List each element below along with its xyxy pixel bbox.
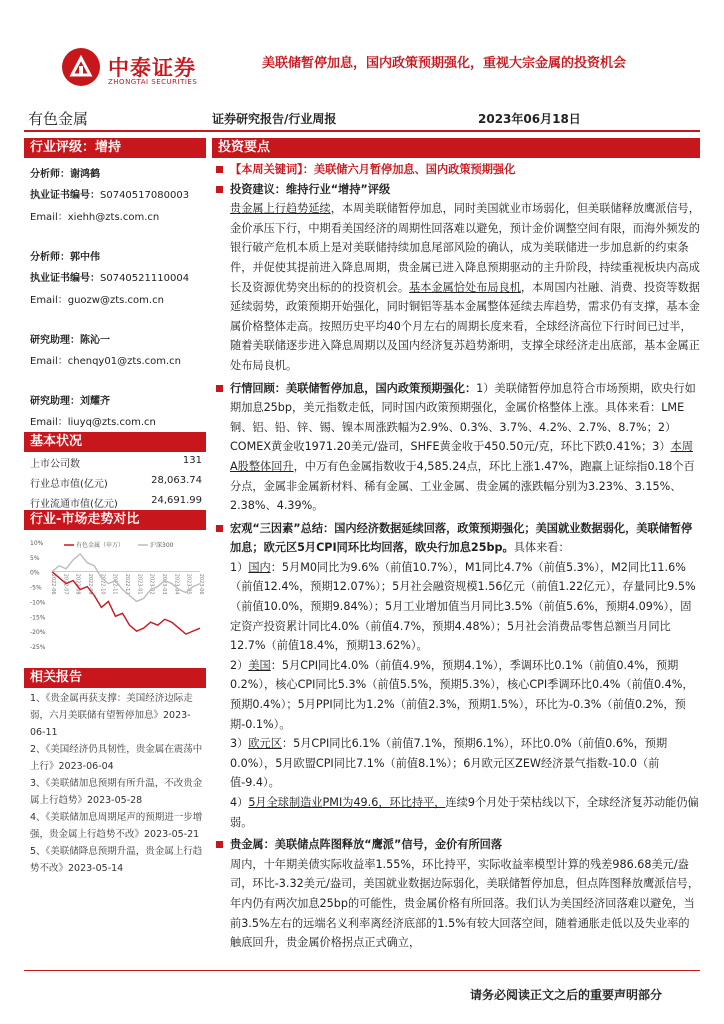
quote-review: 行情回顾：美联储暂停加息，国内政策预期强化：1）美联储暂停加息符合市场预期，欧央行如期加息25bp，美元指数走低，同时国内政策预期强化，金属价格整体上涨。具体来看：LME铜、铝、铅、锌、锡、镍本周涨跌幅为2.9%、0.3%、3.7%、4.2%、2.7%、8.7%；2）COMEX黄金收1971.20美元/盎司，SHFE黄金收于450.50元/克，环比下跌0.41%；3）本周A股整体回升，中万有色金属指数收于4,585.24点，环比上涨1.47%，跑赢上证综指0.18个百分点，金属非金属新材料、稀有金属、工业金属、贵金属的涨跌幅分别为3.23%、3.15%、2.38%、4.39%。 [212,379,700,516]
x-tick-label: 2023-06 [198,573,204,595]
analyst-1-email[interactable]: Email：xiehh@zts.com.cn [30,212,160,223]
disclaimer-note: 请务必阅读正文之后的重要声明部分 [470,988,663,1002]
y-tick-label: -15% [30,614,46,622]
logo-text-cn: 中泰证券 [108,56,196,80]
x-tick-label: 2022-07 [62,573,69,595]
macro-summary: 宏观“三因素”总结：国内经济数据延续回落，政策预期强化；美国就业数据弱化，美联储暂停加息；欧元区5月CPI同环比均回落，欧央行加息25bp。具体来看： [212,519,700,558]
gold-title: 贵金属：美联储点阵图释放“鹰派”信号，金价有所回落 [212,835,700,855]
x-tick-label: 2023-03 [161,573,167,595]
related-item[interactable]: 5、《美联储降息预期升温，贵金属上行趋势不改》2023-05-14 [30,846,203,874]
related-item[interactable]: 2、《美国经济仍具韧性，贵金属在震荡中上行》2023-06-04 [30,744,203,772]
header-divider [24,130,700,132]
assistant-2-line: 研究助理：刘耀齐 [30,396,110,407]
keyword-line: 【本周关键词】：美联储六月暂停加息、国内政策预期强化 [212,160,700,180]
macro-domestic: 1）国内：5月M0同比为9.6%（前值10.7%），M1同比4.7%（前值5.3%），M2同比11.6%（前值12.4%，预期12.07%）；5月社会融资规模1.56亿元（前值1.22亿元），存量同比9.5%（前值10.0%，预期9.84%）；5月工业增加值当月同比3.5%（前值5.6%，预期4.09%），固定资产投资累计同比4.0%（前值4.7%，预期4.48%）；5月社会消费品零售总额当月同比12.7%（前值18.4%，预期13.62%）。 [230,560,696,653]
rating-bar: 行业评级：增持 [24,138,206,158]
basic-row: 行业流通市值(亿元) 24,691.99 [30,495,202,510]
y-tick-label: 10% [30,540,44,547]
report-title: 美联储暂停加息，国内政策预期强化，重视大宗金属的投资机会 [262,56,627,71]
logo-text-en: ZHONGTAI SECURITIES [108,78,198,86]
x-tick-label: 2023-04 [173,573,180,595]
analyst-2-line: 分析师：郭中伟 [30,252,100,263]
x-tick-label: 2022-08 [74,573,81,595]
x-tick-label: 2022-10 [99,573,106,595]
y-tick-label: 5% [30,554,40,562]
x-tick-label: 2022-06 [50,573,56,595]
advice-title: 投资建议：维持行业“增持”评级 [212,180,700,200]
company-logo-icon [62,48,100,86]
x-tick-label: 2023-01 [136,573,143,595]
y-tick-label: -25% [30,644,46,651]
x-tick-label: 2022-09 [87,573,93,595]
key-points-bar: 投资要点 [212,138,700,158]
related-item[interactable]: 4、《美联储加息周期尾声的预期进一步增强，贵金属上行趋势不改》2023-05-21 [30,812,203,840]
sector-label: 有色金属 [28,110,89,128]
x-tick-label: 2022-11 [111,573,118,595]
analyst-1-cert: 执业证书编号：S0740517080003 [30,190,190,201]
y-tick-label: -20% [30,629,46,637]
y-tick-label: 0% [30,569,40,577]
footer-divider [24,970,700,971]
macro-us: 2）美国：5月CPI同比4.0%（前值4.9%，预期4.1%），季调环比0.1%（前值0.4%，预期0.2%），核心CPI同比5.3%（前值5.5%，预期5.3%），核心CPI季调环比0.4%（前值0.4%，预期0.4%）；5月PPI同比为1.2%（前值2.3%，预期1.5%），环比为-0.3%（前值0.2%，预期-0.1%）。 [230,658,694,731]
assistant-1-line: 研究助理：陈沁一 [30,335,110,346]
related-bar: 相关报告 [24,668,206,688]
basic-status-bar: 基本状况 [24,432,206,452]
x-tick-label: 2022-12 [124,573,130,595]
related-list [30,690,204,877]
basic-row: 行业总市值(亿元) 28,063.74 [30,475,202,490]
related-item[interactable]: 1、《贵金属再获支撑：美国经济边际走弱，六月美联储有望暂停加息》2023-06-11 [30,693,193,738]
y-tick-label: -10% [30,599,46,607]
assistant-1-email[interactable]: Email：chenqy01@zts.com.cn [30,356,181,367]
report-date: 2023年06月18日 [478,112,581,126]
advice-body: 贵金属上行趋势延续，本周美联储暂停加息，同时美国就业市场弱化，但美联储释放鹰派信号，金价承压下行，中期看美国经济的周期性回落难以避免，预计金价调整空间有限，而海外频发的银行破产危机本质上是对美联储持续加息尾部风险的确认，成为美联储进一步加息新的约束条件，并促使其提前进入降息周期，贵金属已进入降息预期驱动的主升阶段，持续重视板块内高成长及资源优势突出标的的投资机会。基本金属恰处布局良机，本周国内社融、消费、投资等数据延续弱势，政策预期开始强化，同时铜铝等基本金属整体延续去库趋势，需求仍有支撑，基本金属价格整体走高。按照历史平均40个月左右的周期长度来看，全球经济高位下行时间已过半，随着美联储逐步进入降息周期以及国内经济复苏趋势渐明，支撑全球经济走出底部，基本金属正处布局良机。 [230,202,700,372]
analyst-1-line: 分析师：谢鸿鹤 [30,169,100,180]
report-type: 证券研究报告/行业周报 [212,112,337,126]
related-item[interactable]: 3、《美联储加息预期有所升温，不改贵金属上行趋势》2023-05-28 [30,778,203,806]
key-points-body [212,160,700,953]
legend-label: 沪深300 [150,542,174,549]
trend-chart [28,534,206,652]
gold-body: 周内，十年期美债实际收益率1.55%，环比持平，实际收益率模型计算的残差986.68美元/盎司，环比-3.32美元/盎司，美国就业数据边际弱化，美联储暂停加息，但点阵图释放鹰派信号，年内仍有两次加息25bp的可能性，贵金属价格有所回落。我们认为美国经济回落难以避免，当前3.5%左右的远端名义利率离经济底部的1.5%有较大回落空间，随着通胀走低以及失业率的触底回升，贵金属价格拐点正式确立， [230,857,700,950]
assistant-2-email[interactable]: Email：liuyq@zts.com.cn [30,417,156,428]
legend-label: 有色金属（申万） [76,542,125,549]
basic-row: 上市公司数 131 [30,455,202,470]
x-tick-label: 2023-02 [148,573,155,595]
trend-chart-svg [28,534,206,652]
macro-pmi: 4）5月全球制造业PMI为49.6，环比持平，连续9个月处于荣枯线以下，全球经济复苏动能仍偏弱。 [230,796,699,829]
macro-eu: 3）欧元区：5月CPI同比6.1%（前值7.1%，预期6.1%），环比0.0%（前值0.6%，预期0.0%），5月欧盟CPI同比7.1%（前值8.1%）；6月欧元区ZEW经济景气指数-10.0（前值-9.4）。 [230,737,668,790]
y-tick-label: -5% [30,584,42,592]
analyst-2-cert: 执业证书编号：S0740521110004 [30,273,190,284]
analyst-2-email[interactable]: Email：guozw@zts.com.cn [30,295,164,306]
x-tick-label: 2023-05 [185,573,192,595]
trend-bar: 行业-市场走势对比 [24,510,206,530]
